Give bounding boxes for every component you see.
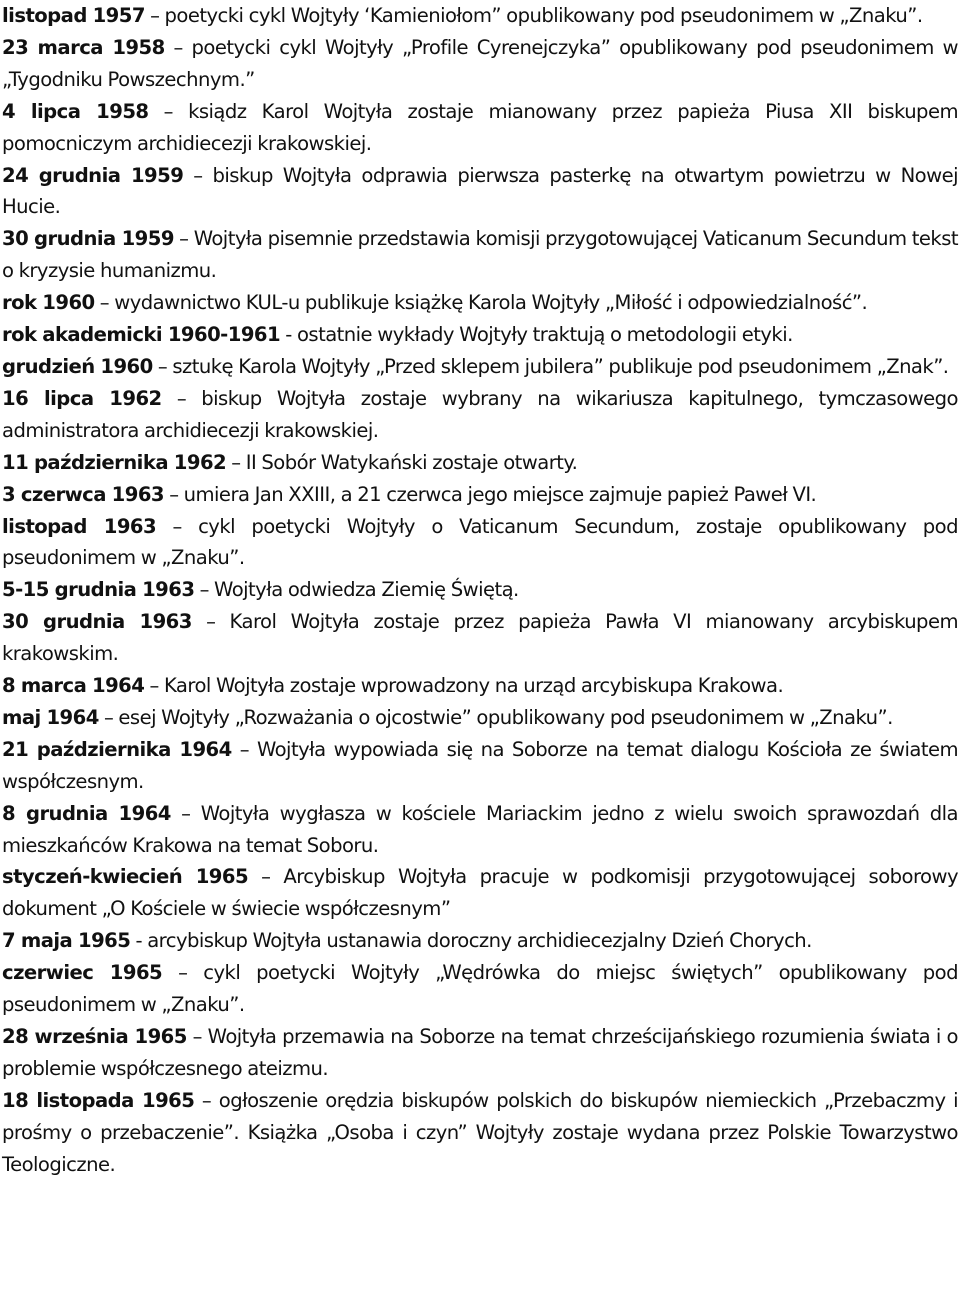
entry-text: - ostatnie wykłady Wojtyły traktują o metodologii etyki. xyxy=(280,323,793,347)
entry-text: – umiera Jan XXIII, a 21 czerwca jego miejsce zajmuje papież Paweł VI. xyxy=(164,482,817,506)
entry-text: – esej Wojtyły „Rozważania o ojcostwie” opublikowany pod pseudonimem w „Znaku”. xyxy=(98,705,893,729)
timeline-entry xyxy=(2,957,958,1021)
timeline-entry xyxy=(2,351,958,383)
entry-text: – cykl poetycki Wojtyły o Vaticanum Secundum, zostaje opublikowany pod pseudonimem w „Znaku”. xyxy=(2,514,958,570)
entry-text: – wydawnictwo KUL-u publikuje książkę Karola Wojtyły „Miłość i odpowiedzialność”. xyxy=(94,291,868,315)
entry-date: 8 grudnia 1964 xyxy=(2,801,171,825)
entry-date: listopad 1963 xyxy=(2,514,157,538)
entry-date: 16 lipca 1962 xyxy=(2,386,162,410)
timeline-entry xyxy=(2,96,958,160)
timeline-entry xyxy=(2,925,958,957)
entry-date: maj 1964 xyxy=(2,705,99,729)
entry-text: – Karol Wojtyła zostaje przez papieża Pawła VI mianowany arcybiskupem krakowskim. xyxy=(2,610,958,666)
timeline-entry xyxy=(2,702,958,734)
entry-date: 7 maja 1965 xyxy=(2,929,131,953)
entry-date: 21 października 1964 xyxy=(2,737,232,761)
entry-text: – biskup Wojtyła zostaje wybrany na wikariusza kapitulnego, tymczasowego administratora archidiecezji krakowskiej. xyxy=(2,386,958,442)
entry-text: – II Sobór Watykański zostaje otwarty. xyxy=(226,450,578,474)
entry-date: listopad 1957 xyxy=(2,4,145,27)
timeline-entry xyxy=(2,574,958,606)
entry-text: – Wojtyła wygłasza w kościele Mariackim jedno z wielu swoich sprawozdań dla mieszkańców Krakowa na temat Soboru. xyxy=(2,801,958,857)
timeline-entry xyxy=(2,1021,958,1085)
timeline-entry xyxy=(2,287,958,319)
timeline-entry xyxy=(2,0,958,32)
entry-text: - arcybiskup Wojtyła ustanawia doroczny archidiecezjalny Dzień Chorych. xyxy=(130,929,812,953)
timeline-entry xyxy=(2,734,958,798)
entry-text: – Karol Wojtyła zostaje wprowadzony na urząd arcybiskupa Krakowa. xyxy=(144,674,784,698)
entry-date: 5-15 grudnia 1963 xyxy=(2,578,195,602)
entry-date: 8 marca 1964 xyxy=(2,674,145,698)
entry-text: – poetycki cykl Wojtyły ‘Kamieniołom” opublikowany pod pseudonimem w „Znaku”. xyxy=(144,4,923,27)
entry-date: 4 lipca 1958 xyxy=(2,99,149,123)
timeline-entry xyxy=(2,1085,958,1181)
timeline-entry xyxy=(2,447,958,479)
entry-text: – Wojtyła odwiedza Ziemię Świętą. xyxy=(194,578,519,602)
entry-date: 23 marca 1958 xyxy=(2,35,165,59)
entry-text: – sztukę Karola Wojtyły „Przed sklepem jubilera” publikuje pod pseudonimem „Znak”. xyxy=(152,354,949,378)
entry-text: – Wojtyła wypowiada się na Soborze na temat dialogu Kościoła ze światem współczesnym. xyxy=(2,737,958,793)
entry-text: – biskup Wojtyła odprawia pierwsza pasterkę na otwartym powietrzu w Nowej Hucie. xyxy=(2,163,958,219)
entry-text: – ogłoszenie orędzia biskupów polskich do biskupów niemieckich „Przebaczmy i prośmy o przebaczenie”. Książka „Osoba i czyn” Wojtyły zostaje wydana przez Polskie Towarzystwo Teologiczne. xyxy=(2,1088,958,1176)
timeline-entry xyxy=(2,160,958,224)
entry-date: 18 listopada 1965 xyxy=(2,1088,195,1112)
entry-date: 30 grudnia 1959 xyxy=(2,227,174,251)
entry-text: – cykl poetycki Wojtyły „Wędrówka do miejsc świętych” opublikowany pod pseudonimem w „Znaku”. xyxy=(2,961,958,1017)
timeline-entry xyxy=(2,861,958,925)
entry-date: rok akademicki 1960-1961 xyxy=(2,323,281,347)
entry-date: 30 grudnia 1963 xyxy=(2,610,192,634)
entry-date: 24 grudnia 1959 xyxy=(2,163,184,187)
timeline-entry xyxy=(2,479,958,511)
timeline-entry xyxy=(2,670,958,702)
entry-date: grudzień 1960 xyxy=(2,354,153,378)
entry-date: 28 września 1965 xyxy=(2,1025,187,1048)
entry-date: 11 października 1962 xyxy=(2,450,227,474)
entry-date: 3 czerwca 1963 xyxy=(2,482,165,506)
timeline-entry xyxy=(2,32,958,96)
entry-text: – ksiądz Karol Wojtyła zostaje mianowany przez papieża Piusa XII biskupem pomocniczym archidiecezji krakowskiej. xyxy=(2,99,958,155)
entry-text: – poetycki cykl Wojtyły „Profile Cyrenejczyka” opublikowany pod pseudonimem w „Tygodniku Powszechnym.” xyxy=(2,35,958,91)
entry-text: – Wojtyła przemawia na Soborze na temat chrześcijańskiego rozumienia świata i o problemie współczesnego ateizmu. xyxy=(2,1025,958,1080)
timeline-entry xyxy=(2,319,958,351)
timeline-entry xyxy=(2,798,958,862)
entry-text: – Wojtyła pisemnie przedstawia komisji przygotowującej Vaticanum Secundum tekst o kryzysie humanizmu. xyxy=(2,227,958,283)
timeline-entry xyxy=(2,383,958,447)
entry-date: styczeń-kwiecień 1965 xyxy=(2,865,249,889)
entry-date: rok 1960 xyxy=(2,291,95,315)
entry-date: czerwiec 1965 xyxy=(2,961,163,985)
timeline-entry xyxy=(2,223,958,287)
timeline-entry xyxy=(2,606,958,670)
timeline-entry xyxy=(2,511,958,575)
entry-text: – Arcybiskup Wojtyła pracuje w podkomisji przygotowującej soborowy dokument „O Kościele w świecie współczesnym” xyxy=(2,865,958,921)
